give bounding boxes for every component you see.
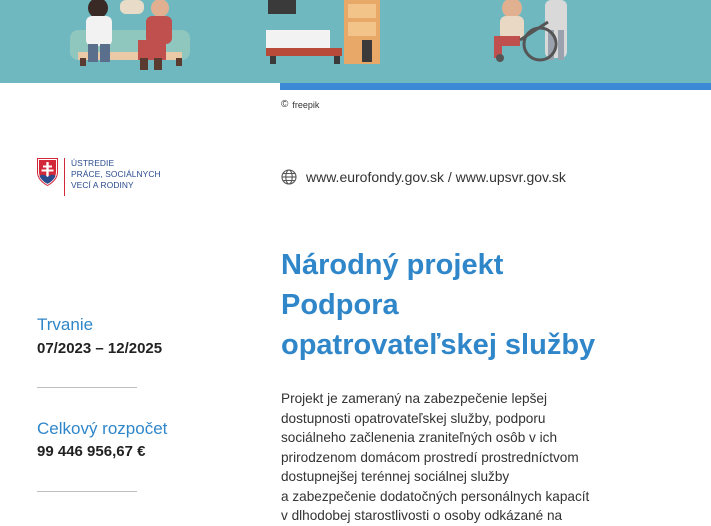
image-credit (281, 99, 319, 110)
logo-line: ÚSTREDIE (71, 158, 115, 168)
divider (37, 387, 137, 388)
description-line: dostupnejšej terénnej sociálnej služby (281, 469, 510, 484)
slovak-coat-of-arms-icon (37, 158, 58, 186)
logo-text (71, 158, 161, 196)
description-line: prirodzenom domácom prostredí prostredníctvom (281, 449, 579, 465)
divider (37, 491, 137, 492)
upsvr-logo (37, 158, 161, 196)
duration-label: Trvanie (37, 315, 94, 334)
logo-line: VECÍ A RODINY (71, 180, 134, 190)
description-line: v dlhodobej starostlivosti o osoby odkázané na (281, 508, 563, 523)
copyright-icon: © (281, 99, 289, 110)
project-title (281, 245, 701, 365)
globe-icon (281, 169, 297, 185)
logo-line: PRÁCE, SOCIÁLNYCH (71, 169, 161, 179)
image-credit-text: freepik (292, 99, 320, 110)
budget-label: Celkový rozpočet (37, 419, 168, 438)
project-description (281, 389, 621, 526)
logo-divider (64, 158, 65, 196)
caregiving-illustration (0, 0, 711, 83)
duration-value: 07/2023 – 12/2025 (37, 340, 163, 357)
title-line: opatrovateľskej služby (281, 329, 596, 361)
budget-value: 99 446 956,67 € (37, 443, 146, 460)
title-line: Podpora (281, 289, 399, 321)
websites[interactable] (281, 169, 566, 185)
hero-illustration (0, 0, 711, 83)
title-line: Národný projekt (281, 249, 504, 281)
description-line: sociálneho začlenenia zraniteľných osôb v ich (281, 430, 558, 445)
description-line: dostupnosti opatrovateľskej služby, podporu (281, 410, 546, 426)
description-line: Projekt je zameraný na zabezpečenie lepšej (281, 391, 547, 406)
description-line: a zabezpečenie dodatočných personálnych kapacít (281, 488, 590, 504)
websites-text[interactable]: www.eurofondy.gov.sk / www.upsvr.gov.sk (306, 169, 566, 185)
accent-bar (280, 83, 711, 90)
